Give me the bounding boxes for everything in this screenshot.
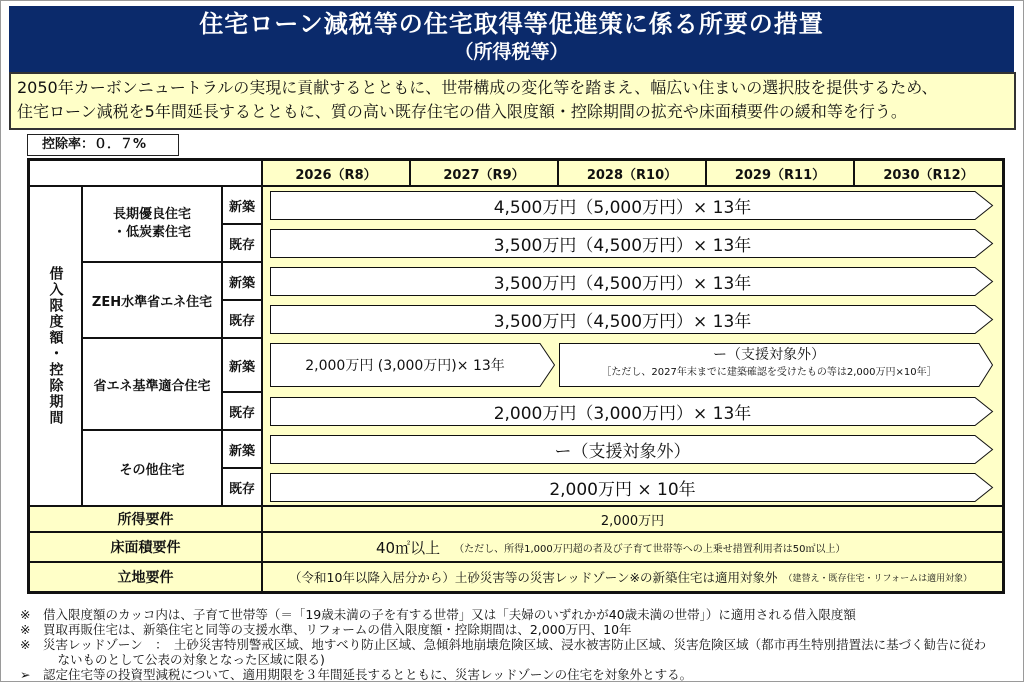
arrow-other-new bbox=[270, 435, 993, 464]
footnotes bbox=[20, 607, 986, 682]
location-requirement-label: 立地要件 bbox=[29, 562, 262, 592]
intro-line-2: 住宅ローン減税を5年間延長するとともに、質の高い既存住宅の借入限度額・控除期間の拡充や床面積要件の緩和等を行う。 bbox=[17, 102, 907, 121]
year-header-2030: 2030（R12） bbox=[854, 160, 1003, 186]
footnote: ※ 災害レッドゾーン ： 土砂災害特別警戒区域、地すべり防止区域、急傾斜地崩壊危険区域、浸水被害防止区域、災害危険区域（都市再生特別措置法に基づく勧告に従わ bbox=[20, 637, 987, 652]
location-requirement-value: （令和10年以降入居分から）土砂災害等の災害レッドゾーン※の新築住宅は適用対象外 bbox=[289, 570, 778, 585]
footnote: ※ 借入限度額のカッコ内は、子育て世帯等（＝「19歳未満の子を有する世帯」又は「夫婦のいずれかが40歳未満の世帯」）に適用される借入限度額 bbox=[20, 607, 856, 622]
value-other-new: ー（支援対象外） bbox=[554, 442, 691, 462]
footnote: ➢ 認定住宅等の投資型減税について、適用期限を３年間延長するとともに、災害レッドゾーンの住宅を対象外とする。 bbox=[20, 667, 693, 682]
new-label: 新築 bbox=[222, 262, 262, 300]
table-corner bbox=[29, 160, 262, 186]
category-zeh: ZEH水準省エネ住宅 bbox=[82, 262, 222, 338]
floor-area-requirement-value-cell bbox=[262, 532, 1003, 562]
existing-label: 既存 bbox=[222, 224, 262, 262]
value-other-existing: 2,000万円 × 10年 bbox=[549, 480, 696, 500]
footnote: ないものとして公表の対象となった区域に限る) bbox=[20, 652, 325, 667]
floor-area-requirement-note: （ただし、所得1,000万円超の者及び子育て世帯等への上乗せ措置利用者は50㎡以上） bbox=[454, 543, 846, 555]
value-zeh-existing: 3,500万円（4,500万円）× 13年 bbox=[493, 312, 752, 332]
existing-label: 既存 bbox=[222, 392, 262, 430]
arrow-zeh-new bbox=[270, 267, 993, 296]
category-energy-standard: 省エネ基準適合住宅 bbox=[82, 338, 222, 430]
existing-label: 既存 bbox=[222, 300, 262, 338]
value-energy-existing: 2,000万円（3,000万円）× 13年 bbox=[493, 404, 752, 424]
year-header-2028: 2028（R10） bbox=[558, 160, 706, 186]
borrowing-limit-group-label: 借入限度額・控除期間 bbox=[29, 186, 82, 506]
value-energy-new-rest-note: ［ただし、2027年末までに建築確認を受けたもの等は2,000万円×10年］ bbox=[601, 367, 937, 378]
intro-line-1: 2050年カーボンニュートラルの実現に貢献するとともに、世帯構成の変化等を踏まえ、幅広い住まいの選択肢を提供するため、 bbox=[17, 78, 938, 97]
intro-box bbox=[9, 72, 1016, 130]
floor-area-requirement-value: 40㎡以上 bbox=[376, 538, 441, 557]
year-header-2027: 2027（R9） bbox=[410, 160, 558, 186]
measures-table bbox=[27, 158, 1005, 594]
arrow-other-existing bbox=[270, 473, 993, 502]
income-requirement-value: 2,000万円 bbox=[262, 506, 1003, 532]
new-label: 新築 bbox=[222, 338, 262, 392]
title-banner bbox=[9, 6, 1014, 72]
value-zeh-new: 3,500万円（4,500万円）× 13年 bbox=[493, 274, 752, 294]
new-label: 新築 bbox=[222, 186, 262, 224]
deduction-rate-label: 控除率：０．７% bbox=[27, 134, 179, 156]
new-label: 新築 bbox=[222, 430, 262, 468]
arrow-energy-new-rest bbox=[559, 343, 993, 387]
page-subtitle: （所得税等） bbox=[454, 41, 569, 63]
footnote: ※ 買取再販住宅は、新築住宅と同等の支援水準、リフォームの借入限度額・控除期間は、2,000万円、10年 bbox=[20, 622, 632, 637]
existing-label: 既存 bbox=[222, 468, 262, 506]
location-requirement-note: （建替え・既存住宅・リフォームは適用対象） bbox=[783, 573, 973, 584]
arrow-zeh-existing bbox=[270, 305, 993, 334]
arrow-long-term-new bbox=[270, 191, 993, 220]
arrow-long-term-existing bbox=[270, 229, 993, 258]
income-requirement-label: 所得要件 bbox=[29, 506, 262, 532]
category-long-term-quality: 長期優良住宅 ・低炭素住宅 bbox=[82, 186, 222, 262]
category-other: その他住宅 bbox=[82, 430, 222, 506]
value-long-term-existing: 3,500万円（4,500万円）× 13年 bbox=[493, 236, 752, 256]
arrow-energy-new-2026 bbox=[270, 343, 555, 387]
page-title: 住宅ローン減税等の住宅取得等促進策に係る所要の措置 bbox=[199, 10, 824, 38]
value-energy-new-2026: 2,000万円 (3,000万円)× 13年 bbox=[305, 358, 505, 374]
value-long-term-new: 4,500万円（5,000万円）× 13年 bbox=[493, 198, 752, 218]
year-header-2026: 2026（R8） bbox=[262, 160, 410, 186]
year-header-2029: 2029（R11） bbox=[706, 160, 854, 186]
arrow-energy-existing bbox=[270, 397, 993, 426]
value-energy-new-rest: ー（支援対象外） bbox=[713, 347, 825, 363]
floor-area-requirement-label: 床面積要件 bbox=[29, 532, 262, 562]
location-requirement-value-cell bbox=[262, 562, 1003, 592]
